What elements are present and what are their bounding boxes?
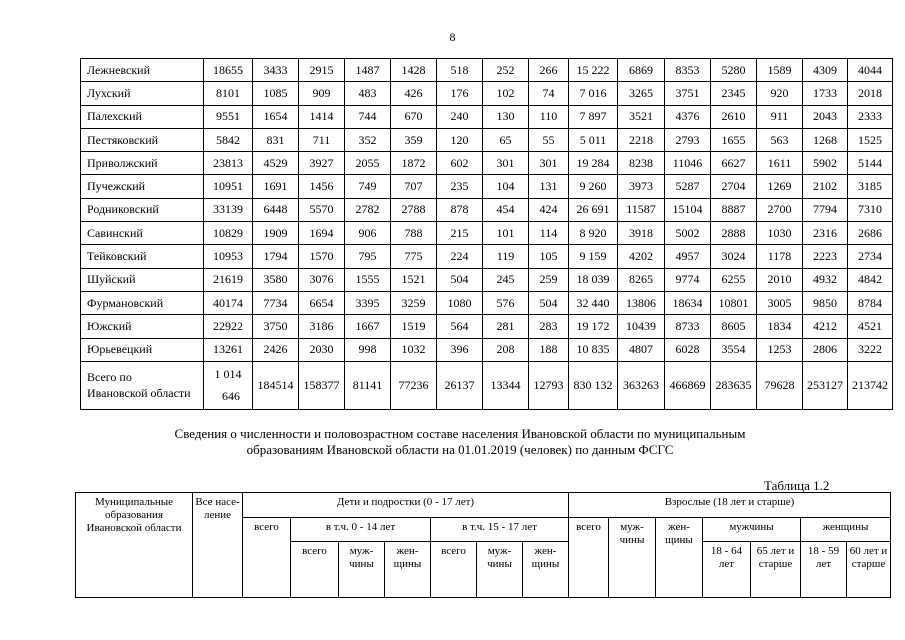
table-cell: 9551 (204, 105, 253, 128)
table-cell: 3395 (345, 291, 391, 314)
table-cell: 120 (437, 128, 483, 151)
table-cell: 26 691 (569, 198, 618, 221)
table-cell: 1253 (757, 338, 803, 361)
row-name: Палехский (81, 105, 204, 128)
total-cell: 253127 (803, 361, 848, 409)
row-name: Пестяковский (81, 128, 204, 151)
table-cell: 119 (483, 245, 529, 268)
table-cell: 188 (529, 338, 569, 361)
table-cell: 301 (483, 152, 529, 175)
table-cell: 1909 (253, 222, 299, 245)
header-adults-all: всего (569, 518, 609, 598)
table-cell: 1414 (299, 105, 345, 128)
table-cell: 10439 (618, 315, 665, 338)
table-cell: 13261 (204, 338, 253, 361)
table-cell: 2010 (757, 268, 803, 291)
table-cell: 10801 (711, 291, 757, 314)
table-cell: 4957 (665, 245, 711, 268)
table-cell: 8265 (618, 268, 665, 291)
table-cell: 564 (437, 315, 483, 338)
table-cell: 5287 (665, 175, 711, 198)
table-row (81, 268, 893, 291)
table-cell: 11587 (618, 198, 665, 221)
table-cell: 518 (437, 59, 483, 82)
caption-line-2: образованиям Ивановской области на 01.01.2019 (человек) по данным ФСГС (246, 441, 674, 457)
table-cell: 2788 (391, 198, 437, 221)
table-cell: 252 (483, 59, 529, 82)
table-cell: 5002 (665, 222, 711, 245)
table-label: Таблица 1.2 (764, 478, 830, 493)
table-cell: 359 (391, 128, 437, 151)
table-cell: 744 (345, 105, 391, 128)
table-cell: 4309 (803, 59, 848, 82)
table-cell: 426 (391, 82, 437, 105)
table-cell: 130 (483, 105, 529, 128)
header-age-65-plus: 65 лет и старше (751, 542, 801, 598)
table-cell: 1872 (391, 152, 437, 175)
table-cell: 1667 (345, 315, 391, 338)
total-row (81, 361, 893, 409)
table-cell: 15104 (665, 198, 711, 221)
total-cell: 79628 (757, 361, 803, 409)
header-women-full: женщины (801, 518, 891, 542)
table-cell: 3521 (618, 105, 665, 128)
table-cell: 4202 (618, 245, 665, 268)
table-cell: 749 (345, 175, 391, 198)
header-children-all: всего (243, 518, 291, 598)
table-cell: 4932 (803, 268, 848, 291)
table-cell: 2734 (848, 245, 893, 268)
table-cell: 7 897 (569, 105, 618, 128)
total-population-cell (204, 361, 253, 409)
table-cell: 9 159 (569, 245, 618, 268)
table-cell: 1085 (253, 82, 299, 105)
table-row (81, 105, 893, 128)
table-cell: 2218 (618, 128, 665, 151)
page-number: 8 (449, 30, 456, 44)
table-cell: 5 011 (569, 128, 618, 151)
table-cell: 3927 (299, 152, 345, 175)
table-cell: 10953 (204, 245, 253, 268)
table-cell: 7734 (253, 291, 299, 314)
table-cell: 906 (345, 222, 391, 245)
header-municipal: Муниципальные образования Ивановской области (76, 493, 193, 598)
table-cell: 6028 (665, 338, 711, 361)
table-cell: 283 (529, 315, 569, 338)
header-men-full: мужчины (703, 518, 801, 542)
table-cell: 235 (437, 175, 483, 198)
table-cell: 7310 (848, 198, 893, 221)
table-row (81, 59, 893, 82)
table-cell: 3750 (253, 315, 299, 338)
table-cell: 1456 (299, 175, 345, 198)
table-cell: 1525 (848, 128, 893, 151)
table-cell: 19 172 (569, 315, 618, 338)
table-cell: 795 (345, 245, 391, 268)
table-cell: 8887 (711, 198, 757, 221)
table-cell: 2704 (711, 175, 757, 198)
table-cell: 2345 (711, 82, 757, 105)
table-cell: 6448 (253, 198, 299, 221)
table-cell: 6255 (711, 268, 757, 291)
table-cell: 3265 (618, 82, 665, 105)
table-cell: 2018 (848, 82, 893, 105)
table-cell: 3076 (299, 268, 345, 291)
table-cell: 13806 (618, 291, 665, 314)
total-row-name (81, 361, 204, 409)
table-cell: 104 (483, 175, 529, 198)
table-cell: 707 (391, 175, 437, 198)
table-cell: 1032 (391, 338, 437, 361)
table-cell: 301 (529, 152, 569, 175)
table-body (81, 59, 893, 410)
total-cell: 13344 (483, 361, 529, 409)
table-cell: 504 (529, 291, 569, 314)
table-cell: 2700 (757, 198, 803, 221)
table-cell: 483 (345, 82, 391, 105)
total-cell: 158377 (299, 361, 345, 409)
table-cell: 10829 (204, 222, 253, 245)
table-cell: 1794 (253, 245, 299, 268)
table-cell: 21619 (204, 268, 253, 291)
table-cell: 5902 (803, 152, 848, 175)
table-cell: 105 (529, 245, 569, 268)
table-row (81, 338, 893, 361)
table-cell: 6654 (299, 291, 345, 314)
table-cell: 1654 (253, 105, 299, 128)
table-cell: 5144 (848, 152, 893, 175)
table-cell: 2888 (711, 222, 757, 245)
row-name: Южский (81, 315, 204, 338)
table-cell: 454 (483, 198, 529, 221)
table-cell: 110 (529, 105, 569, 128)
total-cell: 830 132 (569, 361, 618, 409)
table-cell: 4842 (848, 268, 893, 291)
header-total-population: Все насе-ление (193, 493, 243, 598)
table-cell: 18 039 (569, 268, 618, 291)
table-cell: 8238 (618, 152, 665, 175)
header-0-14-men: муж-чины (339, 542, 385, 598)
table-cell: 775 (391, 245, 437, 268)
table-cell: 3005 (757, 291, 803, 314)
table-cell: 504 (437, 268, 483, 291)
table-cell: 1555 (345, 268, 391, 291)
total-first-line-1: 1 014 (214, 367, 242, 382)
header-15-17-women: жен-щины (523, 542, 569, 598)
total-cell: 81141 (345, 361, 391, 409)
row-name: Савинский (81, 222, 204, 245)
table-cell: 3580 (253, 268, 299, 291)
table-cell: 6869 (618, 59, 665, 82)
header-0-14: в т.ч. 0 - 14 лет (291, 518, 431, 542)
table-cell: 240 (437, 105, 483, 128)
table-cell: 2782 (345, 198, 391, 221)
table-cell: 215 (437, 222, 483, 245)
header-0-14-all: всего (291, 542, 339, 598)
header-0-14-women: жен-щины (385, 542, 431, 598)
table-cell: 911 (757, 105, 803, 128)
table-cell: 4529 (253, 152, 299, 175)
row-name: Юрьевецкий (81, 338, 204, 361)
table-cell: 7794 (803, 198, 848, 221)
table-cell: 1178 (757, 245, 803, 268)
table-row (81, 128, 893, 151)
row-name: Шуйский (81, 268, 204, 291)
table-cell: 114 (529, 222, 569, 245)
table-cell: 909 (299, 82, 345, 105)
table-cell: 2043 (803, 105, 848, 128)
table-cell: 245 (483, 268, 529, 291)
row-name: Родниковский (81, 198, 204, 221)
table-cell: 15 222 (569, 59, 618, 82)
table-row (81, 222, 893, 245)
table-cell: 602 (437, 152, 483, 175)
table-cell: 2055 (345, 152, 391, 175)
table-cell: 1570 (299, 245, 345, 268)
table-cell: 23813 (204, 152, 253, 175)
total-cell: 283635 (711, 361, 757, 409)
table-cell: 259 (529, 268, 569, 291)
table-cell: 8784 (848, 291, 893, 314)
row-name: Лежневский (81, 59, 204, 82)
table-cell: 1611 (757, 152, 803, 175)
table-cell: 8 920 (569, 222, 618, 245)
header-age-18-59: 18 - 59 лет (801, 542, 847, 598)
table-cell: 576 (483, 291, 529, 314)
table-cell: 2333 (848, 105, 893, 128)
table-cell: 55 (529, 128, 569, 151)
table-cell: 224 (437, 245, 483, 268)
table-cell: 101 (483, 222, 529, 245)
table-cell: 9850 (803, 291, 848, 314)
table-cell: 5280 (711, 59, 757, 82)
table-cell: 1589 (757, 59, 803, 82)
table-cell: 2610 (711, 105, 757, 128)
table-cell: 2915 (299, 59, 345, 82)
table-cell: 19 284 (569, 152, 618, 175)
table-cell: 8101 (204, 82, 253, 105)
table-cell: 5842 (204, 128, 253, 151)
total-cell: 12793 (529, 361, 569, 409)
table-cell: 3918 (618, 222, 665, 245)
table-cell: 266 (529, 59, 569, 82)
header-15-17-all: всего (431, 542, 477, 598)
table-cell: 878 (437, 198, 483, 221)
table-cell: 1080 (437, 291, 483, 314)
header-adults-group: Взрослые (18 лет и старше) (569, 493, 891, 518)
table-cell: 3433 (253, 59, 299, 82)
table-cell: 2030 (299, 338, 345, 361)
population-table-header (75, 492, 891, 598)
table-cell: 2102 (803, 175, 848, 198)
header-15-17-men: муж-чины (477, 542, 523, 598)
table-row (81, 291, 893, 314)
table-cell: 74 (529, 82, 569, 105)
table-cell: 1655 (711, 128, 757, 151)
table-cell: 1694 (299, 222, 345, 245)
row-name: Лухский (81, 82, 204, 105)
table-cell: 831 (253, 128, 299, 151)
table-cell: 11046 (665, 152, 711, 175)
table-cell: 40174 (204, 291, 253, 314)
table-row (81, 82, 893, 105)
table-row (81, 245, 893, 268)
table-cell: 10 835 (569, 338, 618, 361)
table-cell: 1030 (757, 222, 803, 245)
table-cell: 281 (483, 315, 529, 338)
total-cell: 26137 (437, 361, 483, 409)
table-cell: 711 (299, 128, 345, 151)
total-first-line-2: 646 (222, 389, 240, 404)
table-cell: 2426 (253, 338, 299, 361)
table-cell: 2793 (665, 128, 711, 151)
row-name: Фурмановский (81, 291, 204, 314)
table-cell: 4521 (848, 315, 893, 338)
table-row (81, 175, 893, 198)
table-cell: 998 (345, 338, 391, 361)
total-cell: 466869 (665, 361, 711, 409)
header-children-group: Дети и подростки (0 - 17 лет) (243, 493, 569, 518)
table-cell: 670 (391, 105, 437, 128)
table-cell: 1519 (391, 315, 437, 338)
table-cell: 1269 (757, 175, 803, 198)
total-cell: 363263 (618, 361, 665, 409)
table-cell: 4376 (665, 105, 711, 128)
table-cell: 18655 (204, 59, 253, 82)
header-age-60-plus: 60 лет и старше (847, 542, 891, 598)
table-cell: 2223 (803, 245, 848, 268)
table-cell: 920 (757, 82, 803, 105)
row-name: Пучежский (81, 175, 204, 198)
header-15-17: в т.ч. 15 - 17 лет (431, 518, 569, 542)
table-cell: 131 (529, 175, 569, 198)
table-cell: 1487 (345, 59, 391, 82)
table-cell: 424 (529, 198, 569, 221)
table-cell: 2806 (803, 338, 848, 361)
table-cell: 5570 (299, 198, 345, 221)
table-cell: 176 (437, 82, 483, 105)
table-row (81, 198, 893, 221)
table-cell: 3973 (618, 175, 665, 198)
table-cell: 8733 (665, 315, 711, 338)
table-cell: 3751 (665, 82, 711, 105)
table-row (81, 315, 893, 338)
row-name: Тейковский (81, 245, 204, 268)
table-cell: 3185 (848, 175, 893, 198)
table-row (81, 152, 893, 175)
header-age-18-64: 18 - 64 лет (703, 542, 751, 598)
total-name-line-2: Ивановской области (87, 386, 191, 401)
table-caption (60, 426, 860, 457)
table-cell: 3554 (711, 338, 757, 361)
table-cell: 1268 (803, 128, 848, 151)
table-cell: 22922 (204, 315, 253, 338)
table-cell: 8605 (711, 315, 757, 338)
table-cell: 788 (391, 222, 437, 245)
table-cell: 2686 (848, 222, 893, 245)
total-cell: 213742 (848, 361, 893, 409)
table-cell: 65 (483, 128, 529, 151)
header-adult-women: жен-щины (656, 518, 703, 598)
table-cell: 563 (757, 128, 803, 151)
table-cell: 3259 (391, 291, 437, 314)
table-cell: 3024 (711, 245, 757, 268)
table-cell: 1691 (253, 175, 299, 198)
table-cell: 396 (437, 338, 483, 361)
table-cell: 3186 (299, 315, 345, 338)
table-cell: 2316 (803, 222, 848, 245)
header-adult-men: муж-чины (609, 518, 656, 598)
table-cell: 4212 (803, 315, 848, 338)
table-cell: 6627 (711, 152, 757, 175)
table-cell: 102 (483, 82, 529, 105)
table-cell: 9774 (665, 268, 711, 291)
table-cell: 1733 (803, 82, 848, 105)
table-cell: 352 (345, 128, 391, 151)
table-cell: 4807 (618, 338, 665, 361)
total-name-line-1: Всего по (87, 370, 132, 385)
table-cell: 18634 (665, 291, 711, 314)
table-cell: 33139 (204, 198, 253, 221)
total-cell: 184514 (253, 361, 299, 409)
population-table-continued (80, 58, 893, 410)
table-cell: 32 440 (569, 291, 618, 314)
row-name: Приволжский (81, 152, 204, 175)
table-cell: 3222 (848, 338, 893, 361)
table-cell: 10951 (204, 175, 253, 198)
table-cell: 208 (483, 338, 529, 361)
table-cell: 8353 (665, 59, 711, 82)
table-cell: 1521 (391, 268, 437, 291)
table-cell: 4044 (848, 59, 893, 82)
total-cell: 77236 (391, 361, 437, 409)
table-cell: 1428 (391, 59, 437, 82)
caption-line-1: Сведения о численности и половозрастном составе населения Ивановской области по муниципальным (174, 426, 746, 441)
table-cell: 1834 (757, 315, 803, 338)
table-cell: 9 260 (569, 175, 618, 198)
table-cell: 7 016 (569, 82, 618, 105)
